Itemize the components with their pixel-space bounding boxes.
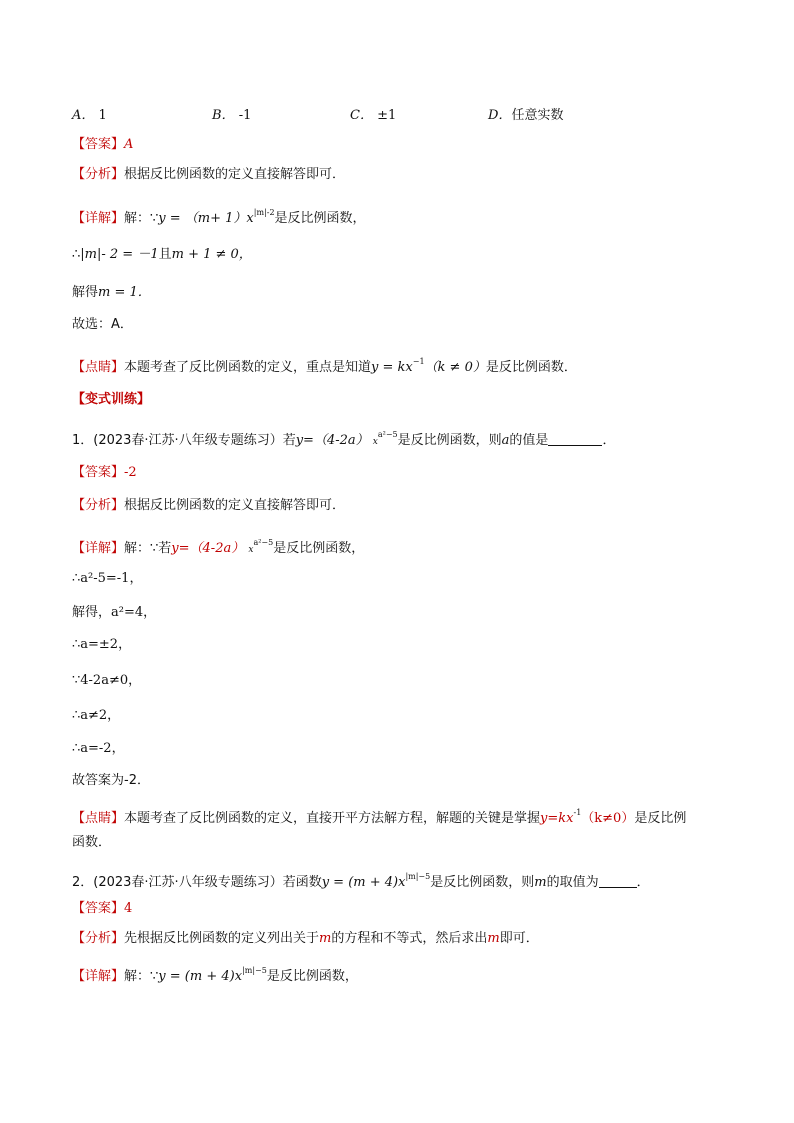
q1-answer: 【答案】-2 [72, 465, 137, 480]
q2-detail: 【详解】解：∵y = $(m + 4)x^{|m|-5}$是反比例函数， [72, 966, 358, 984]
q1-step: ∴a²-5=-1， [72, 571, 143, 586]
q1-comment-cont: 函数． [72, 835, 112, 850]
q1-step: ∴a=±2， [72, 637, 132, 652]
q1-step: ∵4-2a≠0， [72, 673, 142, 688]
q2-blank [599, 873, 637, 888]
q0-step2: 解得m = 1． [72, 285, 151, 300]
option-a: A． 1 [72, 108, 107, 123]
q2-answer: 【答案】4 [72, 901, 133, 916]
q0-answer: 【答案】A [72, 137, 134, 152]
q1-step: ∴a≠2， [72, 708, 121, 723]
q2-stem: 2．(2023春·江苏·八年级专题练习）若函数$y = (m + 4)x^{|m|-5}$是反比例函数，则m的取值为 ． [72, 872, 650, 890]
option-b: B． -1 [212, 108, 252, 123]
q0-comment: 【点睛】本题考查了反比例函数的定义，重点是知道$y = kx^{-1}(k \ne 0)$是反比例函数． [72, 357, 577, 375]
q1-step: 解得，a²=4， [72, 605, 157, 620]
q0-step3: 故选：A． [72, 317, 133, 332]
option-c: C． ±1 [350, 108, 397, 123]
q0-step1: ∴|m|- 2 = －1且m + 1 ≠ 0， [72, 247, 252, 262]
q1-stem: 1．(2023春·江苏·八年级专题练习）若y=（4-2a） $x^{a^2-5}$是反比例函数，则a的值是 ． [72, 430, 616, 448]
q1-comment: 【点睛】本题考查了反比例函数的定义，直接开平方法解方程，解题的关键是掌握$y=kx^{-1}(k\ne 0)$是反比例 [72, 808, 687, 826]
q1-step: 故答案为-2． [72, 773, 150, 788]
q1-detail: 【详解】解：∵若y=（4-2a） $x^{a^2-5}$是反比例函数， [72, 538, 365, 556]
q1-blank [548, 431, 602, 446]
variant-header: 【变式训练】 [72, 392, 151, 407]
q0-analysis: 【分析】根据反比例函数的定义直接解答即可． [72, 167, 346, 182]
q2-analysis: 【分析】先根据反比例函数的定义列出关于m的方程和不等式，然后求出m即可． [72, 931, 539, 946]
q1-analysis: 【分析】根据反比例函数的定义直接解答即可． [72, 498, 346, 513]
q0-detail: 【详解】解：∵y = $(m+ 1)x^{|m|-2}$是反比例函数， [72, 208, 366, 226]
q1-step: ∴a=-2， [72, 741, 125, 756]
option-d: D．任意实数 [488, 108, 564, 123]
